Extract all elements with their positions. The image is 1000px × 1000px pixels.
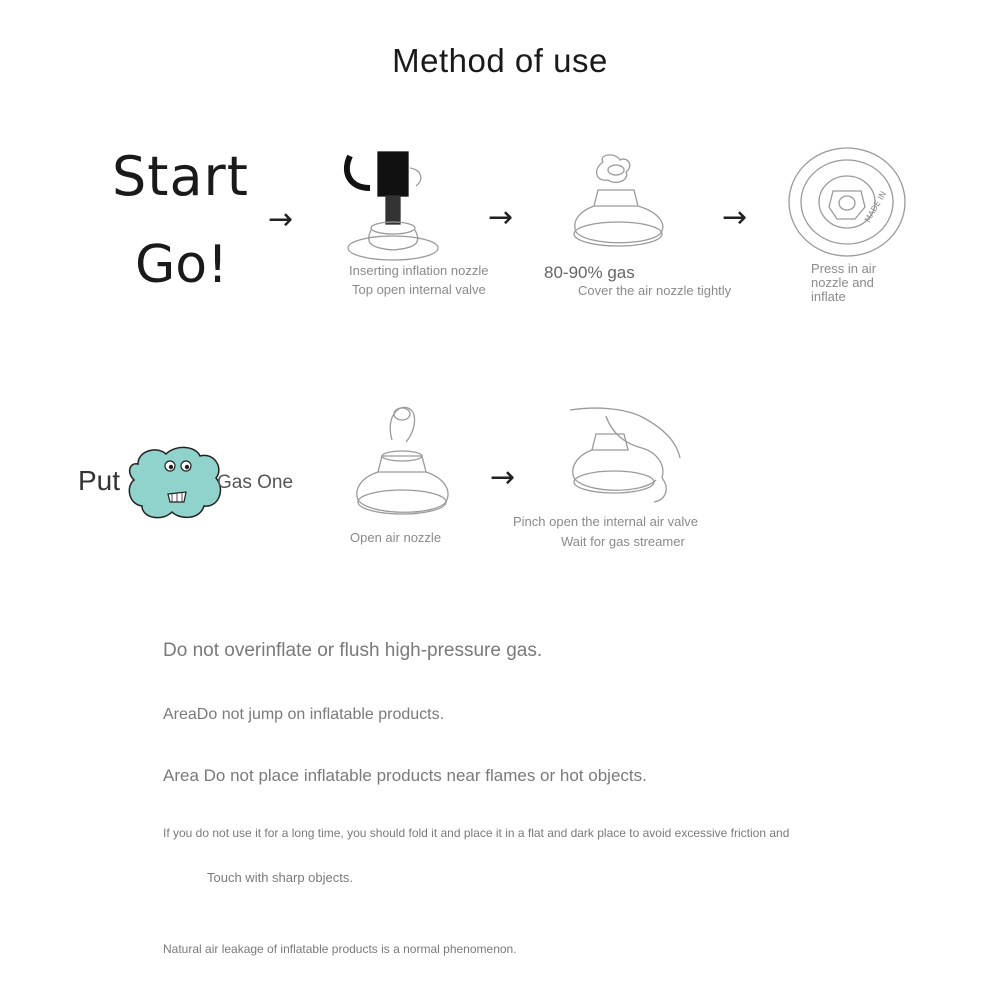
row2-step1-caption: Open air nozzle — [350, 530, 442, 545]
go-label: Go! — [135, 235, 228, 295]
row2-step2-caption-2: Wait for gas streamer — [561, 534, 685, 549]
step3-caption-2: nozzle and — [811, 275, 874, 290]
step3-caption-3: inflate — [811, 289, 846, 304]
pinch-valve-sketch — [566, 404, 686, 509]
valve-stamp-text: MADE IN — [862, 189, 888, 224]
step2-caption-sub: Cover the air nozzle tightly — [578, 283, 732, 298]
step3-caption-1: Press in air — [811, 261, 877, 276]
mascot-cloud-icon — [124, 444, 228, 522]
note-overinflate: Do not overinflate or flush high-pressure gas. — [163, 640, 543, 661]
note-sharp-objects: Touch with sharp objects. — [207, 870, 353, 885]
row2-step2-caption-1: Pinch open the internal air valve — [513, 514, 699, 529]
gas-one-label: Gas One — [217, 472, 294, 493]
note-storage: If you do not use it for a long time, you should fold it and place it in a flat and dark place to avoid excessive friction and — [163, 826, 790, 840]
note-air-leakage: Natural air leakage of inflatable products is a normal phenomenon. — [163, 942, 517, 956]
valve-cap-sketch — [568, 150, 678, 260]
note-flames-text: Do not place inflatable products near flames or hot objects. — [198, 766, 647, 785]
valve-top-view-sketch — [785, 145, 910, 260]
note-jump-prefix: Area — [163, 706, 197, 723]
start-label: Start — [112, 145, 249, 208]
step1-caption-2: Top open internal valve — [352, 282, 486, 297]
inflation-nozzle-sketch — [340, 148, 450, 268]
note-jump-text: Do not jump on inflatable products. — [196, 706, 445, 723]
arrow-2: → — [488, 200, 514, 235]
arrow-1: → — [268, 202, 294, 237]
page-title: Method of use — [392, 42, 608, 79]
note-flames — [163, 766, 647, 786]
note-flames-prefix: Area — [163, 766, 199, 785]
step2-caption-main: 80-90% gas — [544, 263, 635, 282]
open-nozzle-sketch — [352, 400, 452, 525]
put-label: Put — [78, 465, 121, 496]
step1-caption-1: Inserting inflation nozzle — [349, 263, 489, 278]
arrow-3: → — [722, 200, 748, 235]
note-jump — [163, 706, 444, 724]
arrow-4: → — [490, 460, 516, 495]
